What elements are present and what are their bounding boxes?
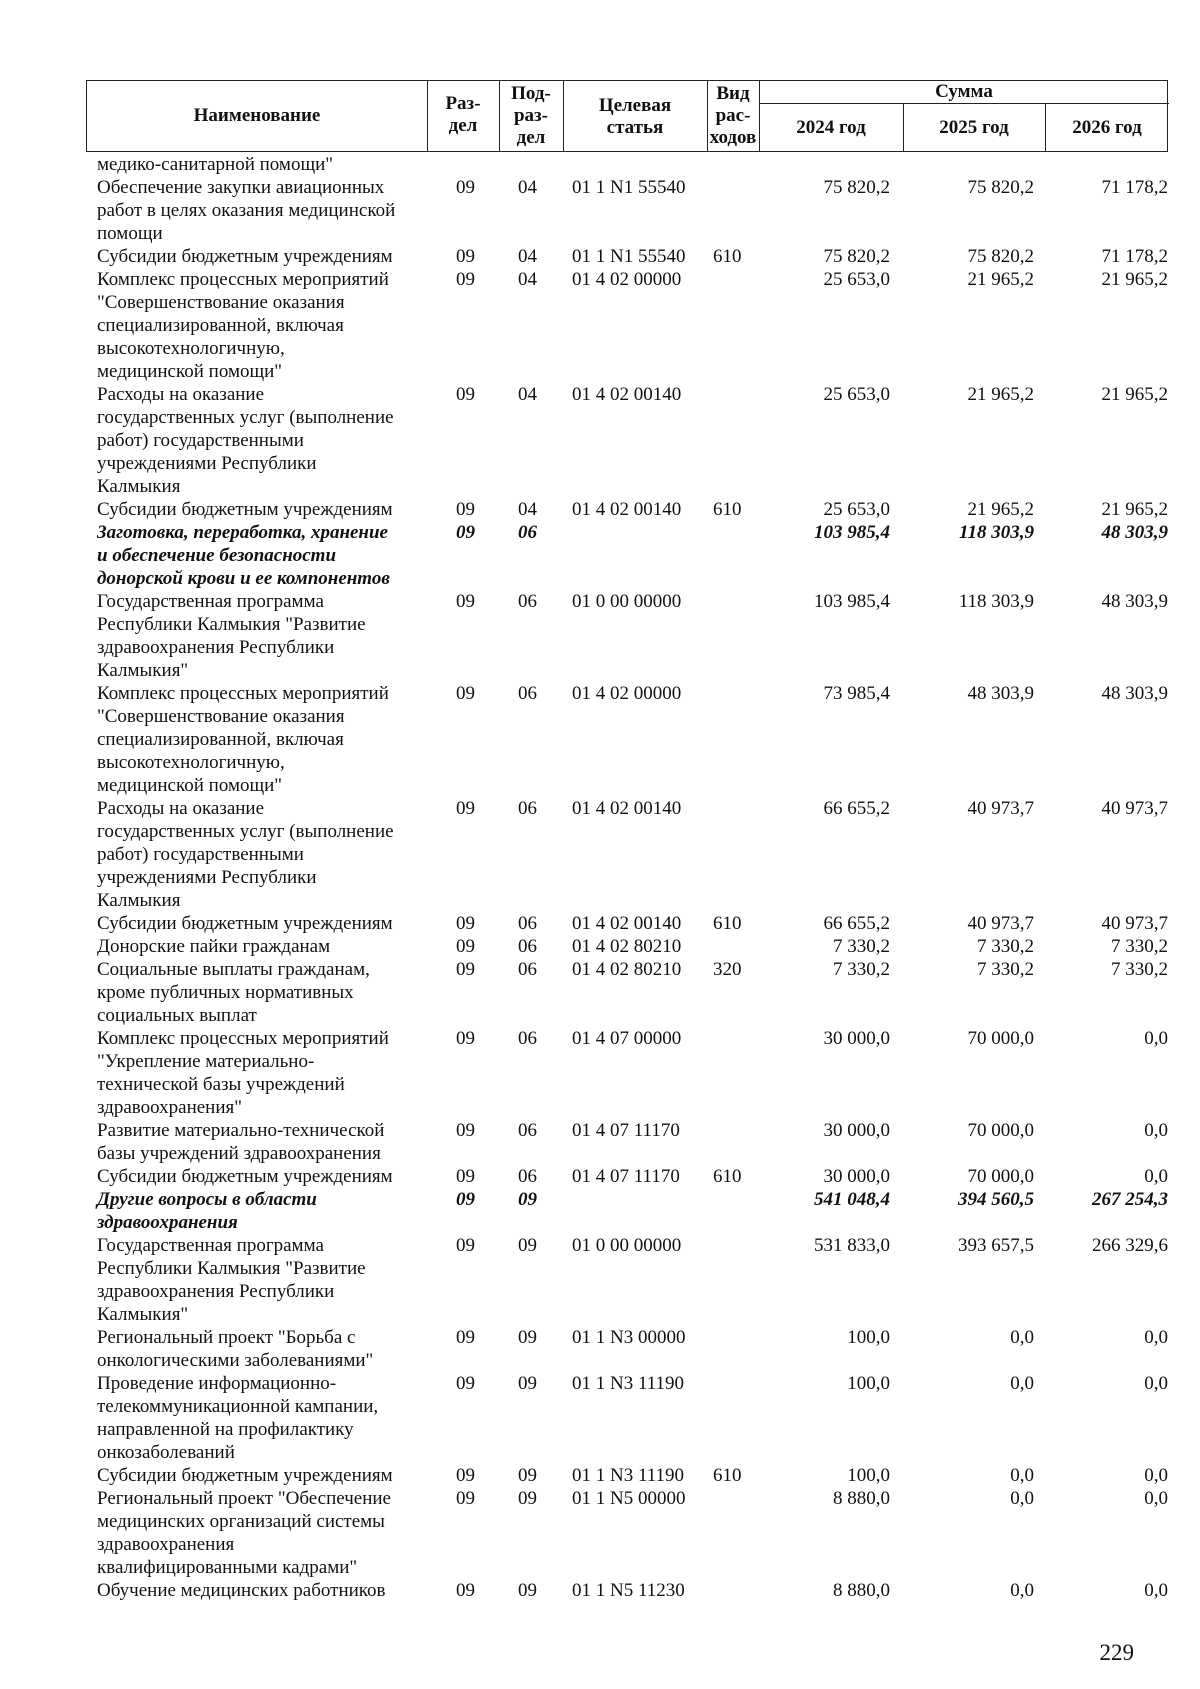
row-sum-2026: 0,0 [1144,1465,1168,1486]
table-row [0,1326,1200,1372]
row-sum-2024: 75 820,2 [823,177,890,198]
row-razdel: 09 [456,1488,475,1509]
row-razdel: 09 [456,936,475,957]
row-name-line: "Совершенствование оказания [97,292,345,313]
row-name [97,1326,427,1372]
table-row [0,1234,1200,1326]
row-name-line: направленной на профилактику [97,1419,354,1440]
row-sum-2024: 73 985,4 [823,683,890,704]
table-row [0,268,1200,383]
header-2025: 2025 год [939,117,1009,138]
row-target-article: 01 4 02 00140 [572,798,682,819]
row-razdel: 09 [456,798,475,819]
row-name-line: квалифицированными кадрами" [97,1557,358,1578]
header-podrazdel-line1: Под- [511,83,551,104]
header-target [563,95,707,139]
row-expense-type: 610 [713,913,742,934]
row-name-line: Региональный проект "Борьба с [97,1327,356,1348]
row-sum-2024: 7 330,2 [833,936,890,957]
header-podrazdel [499,83,563,149]
row-name [97,1372,427,1464]
row-sum-2025: 394 560,5 [958,1189,1034,1210]
header-vid-line3: ходов [709,127,757,148]
header-podrazdel-line3: дел [516,127,546,148]
row-sum-2026: 0,0 [1144,1327,1168,1348]
row-sum-2026: 71 178,2 [1101,177,1168,198]
table-row [0,176,1200,245]
row-name-line: и обеспечение безопасности [97,545,337,566]
row-target-article: 01 1 N3 11190 [572,1465,685,1486]
row-podrazdel: 04 [518,246,537,267]
row-razdel: 09 [456,1235,475,1256]
row-name-line: Проведение информационно- [97,1373,337,1394]
row-razdel: 09 [456,959,475,980]
row-name [97,1464,427,1487]
row-target-article: 01 4 07 00000 [572,1028,682,1049]
row-sum-2026: 40 973,7 [1101,913,1168,934]
row-name-line: Заготовка, переработка, хранение [97,522,388,543]
row-name [97,1188,427,1234]
row-sum-2025: 0,0 [1010,1373,1034,1394]
row-name-line: специализированной, включая [97,729,344,750]
row-razdel: 09 [456,1028,475,1049]
row-razdel: 09 [456,246,475,267]
row-name [97,1487,427,1579]
row-razdel: 09 [456,1580,475,1601]
row-sum-2026: 48 303,9 [1101,591,1168,612]
row-sum-2024: 8 880,0 [833,1580,890,1601]
row-expense-type: 610 [713,499,742,520]
row-target-article: 01 0 00 00000 [572,591,682,612]
row-podrazdel: 06 [518,913,537,934]
row-razdel: 09 [456,522,475,543]
row-name [97,1119,427,1165]
row-target-article: 01 4 02 80210 [572,936,682,957]
row-name-line: работ) государственными [97,844,304,865]
row-sum-2024: 541 048,4 [814,1189,890,1210]
row-sum-2024: 8 880,0 [833,1488,890,1509]
row-target-article: 01 1 N1 55540 [572,246,686,267]
row-razdel: 09 [456,1189,475,1210]
row-sum-2024: 66 655,2 [823,913,890,934]
row-sum-2025: 7 330,2 [977,936,1034,957]
row-sum-2026: 71 178,2 [1101,246,1168,267]
row-name-line: Комплекс процессных мероприятий [97,269,389,290]
row-name-line: телекоммуникационной кампании, [97,1396,379,1417]
row-sum-2026: 0,0 [1144,1580,1168,1601]
row-name-line: здравоохранения" [97,1097,242,1118]
row-name [97,245,427,268]
row-name [97,797,427,912]
row-name-line: Субсидии бюджетным учреждениям [97,499,393,520]
row-sum-2025: 118 303,9 [959,522,1034,543]
table-row [0,383,1200,498]
row-name-line: государственных услуг (выполнение [97,407,394,428]
row-name [97,912,427,935]
row-name-line: учреждениями Республики [97,453,317,474]
row-razdel: 09 [456,1327,475,1348]
header-razdel [427,93,499,137]
row-razdel: 09 [456,913,475,934]
row-name-line: Субсидии бюджетным учреждениям [97,913,393,934]
table-row [0,521,1200,590]
row-razdel: 09 [456,384,475,405]
row-name [97,176,427,245]
row-name [97,268,427,383]
row-name-line: донорской крови и ее компонентов [97,568,390,589]
row-sum-2026: 7 330,2 [1111,936,1168,957]
row-sum-2026: 21 965,2 [1101,499,1168,520]
table-row [0,935,1200,958]
row-expense-type: 320 [713,959,742,980]
table-row [0,245,1200,268]
table-row [0,590,1200,682]
row-podrazdel: 06 [518,798,537,819]
row-expense-type: 610 [713,246,742,267]
row-name [97,383,427,498]
row-name-line: Расходы на оказание [97,384,265,405]
row-target-article: 01 1 N5 11230 [572,1580,685,1601]
row-name-line: Региональный проект "Обеспечение [97,1488,391,1509]
row-name-line: кроме публичных нормативных [97,982,354,1003]
row-podrazdel: 09 [518,1465,537,1486]
row-podrazdel: 09 [518,1189,537,1210]
row-name-line: Республики Калмыкия "Развитие [97,1258,366,1279]
table-row [0,1165,1200,1188]
header-vid-line2: рас- [715,105,751,126]
row-razdel: 09 [456,1166,475,1187]
row-sum-2024: 7 330,2 [833,959,890,980]
row-sum-2025: 75 820,2 [967,246,1034,267]
row-name-line: Калмыкия [97,890,181,911]
row-razdel: 09 [456,499,475,520]
row-name [97,958,427,1027]
row-name-line: помощи [97,223,163,244]
row-name-line: государственных услуг (выполнение [97,821,394,842]
row-sum-2025: 7 330,2 [977,959,1034,980]
row-target-article: 01 4 07 11170 [572,1120,680,1141]
row-sum-2024: 75 820,2 [823,246,890,267]
row-target-article: 01 4 02 00000 [572,269,682,290]
row-name-line: медицинской помощи" [97,775,283,796]
row-name-line: Субсидии бюджетным учреждениям [97,1166,393,1187]
row-name-line: медицинских организаций системы [97,1511,385,1532]
row-sum-2026: 21 965,2 [1101,384,1168,405]
row-name-line: Комплекс процессных мероприятий [97,683,389,704]
row-name-line: Развитие материально-технической [97,1120,385,1141]
row-name [97,935,427,958]
row-name [97,498,427,521]
table-row [0,1027,1200,1119]
row-target-article: 01 1 N1 55540 [572,177,686,198]
row-sum-2025: 393 657,5 [958,1235,1034,1256]
row-target-article: 01 4 02 00140 [572,913,682,934]
row-podrazdel: 09 [518,1580,537,1601]
row-name-line: "Совершенствование оказания [97,706,345,727]
row-name [97,1027,427,1119]
row-sum-2026: 0,0 [1144,1373,1168,1394]
row-sum-2026: 0,0 [1144,1028,1168,1049]
row-name-line: работ в целях оказания медицинской [97,200,396,221]
row-name [97,590,427,682]
row-podrazdel: 09 [518,1327,537,1348]
row-podrazdel: 06 [518,522,537,543]
row-razdel: 09 [456,1465,475,1486]
page-number: 229 [1099,1640,1134,1665]
row-name-line: онкозаболеваний [97,1442,235,1463]
header-vid [707,83,759,149]
row-expense-type: 610 [713,1166,742,1187]
row-podrazdel: 06 [518,936,537,957]
row-target-article: 01 4 02 80210 [572,959,682,980]
header-target-line2: статья [606,117,664,138]
row-name-line: медицинской помощи" [97,361,283,382]
header-name: Наименование [193,105,321,126]
row-sum-2024: 100,0 [847,1465,890,1486]
row-target-article: 01 4 02 00140 [572,384,682,405]
header-summa: Сумма [935,81,993,102]
row-razdel: 09 [456,1373,475,1394]
row-name-line: Расходы на оказание [97,798,265,819]
row-sum-2024: 100,0 [847,1373,890,1394]
header-2024: 2024 год [796,117,866,138]
row-sum-2026: 0,0 [1144,1488,1168,1509]
table-header [86,80,1168,152]
row-name-line: Государственная программа [97,1235,324,1256]
row-sum-2025: 70 000,0 [967,1120,1034,1141]
table-row [0,1119,1200,1165]
row-sum-2025: 0,0 [1010,1327,1034,1348]
row-name-line: работ) государственными [97,430,304,451]
row-sum-2025: 40 973,7 [967,798,1034,819]
row-target-article: 01 1 N5 00000 [572,1488,686,1509]
table-row [0,682,1200,797]
row-target-article: 01 4 02 00000 [572,683,682,704]
table-row [0,912,1200,935]
header-2026: 2026 год [1072,117,1142,138]
row-name-line: высокотехнологичную, [97,338,285,359]
table-row [0,1487,1200,1579]
row-name-line: Государственная программа [97,591,324,612]
row-name-line: базы учреждений здравоохранения [97,1143,381,1164]
row-sum-2024: 30 000,0 [823,1166,890,1187]
row-name-line: здравоохранения Республики [97,1281,335,1302]
table-row [0,1464,1200,1487]
row-sum-2024: 30 000,0 [823,1028,890,1049]
row-sum-2025: 75 820,2 [967,177,1034,198]
row-podrazdel: 06 [518,1166,537,1187]
table-row [0,498,1200,521]
row-name [97,521,427,590]
row-name-line: здравоохранения Республики [97,637,335,658]
row-target-article: 01 1 N3 00000 [572,1327,686,1348]
row-sum-2026: 0,0 [1144,1166,1168,1187]
row-razdel: 09 [456,177,475,198]
header-podrazdel-line2: раз- [513,105,549,126]
row-sum-2026: 40 973,7 [1101,798,1168,819]
row-sum-2026: 48 303,9 [1101,683,1168,704]
row-name [97,1234,427,1326]
table-row [0,1579,1200,1602]
row-name-line: здравоохранения [97,1534,235,1555]
row-razdel: 09 [456,269,475,290]
row-name [97,153,427,176]
row-podrazdel: 04 [518,499,537,520]
row-podrazdel: 04 [518,384,537,405]
row-sum-2024: 103 985,4 [814,522,890,543]
row-name-line: Субсидии бюджетным учреждениям [97,1465,393,1486]
row-sum-2025: 21 965,2 [967,384,1034,405]
table-row [0,153,1200,176]
row-name [97,1165,427,1188]
row-sum-2025: 21 965,2 [967,269,1034,290]
row-razdel: 09 [456,591,475,612]
row-name-line: Социальные выплаты гражданам, [97,959,370,980]
table-row [0,958,1200,1027]
row-sum-2025: 118 303,9 [958,591,1034,612]
header-vid-line1: Вид [716,83,750,104]
table-row [0,797,1200,912]
row-sum-2024: 25 653,0 [823,499,890,520]
row-sum-2026: 0,0 [1144,1120,1168,1141]
row-sum-2026: 7 330,2 [1111,959,1168,980]
row-sum-2026: 266 329,6 [1092,1235,1168,1256]
row-sum-2025: 70 000,0 [967,1028,1034,1049]
row-sum-2024: 66 655,2 [823,798,890,819]
row-sum-2024: 30 000,0 [823,1120,890,1141]
row-name-line: технической базы учреждений [97,1074,345,1095]
row-name-line: Обучение медицинских работников [97,1580,386,1601]
row-podrazdel: 06 [518,591,537,612]
row-target-article: 01 4 02 00140 [572,499,682,520]
row-name-line: здравоохранения [97,1212,238,1233]
row-name-line: медико-санитарной помощи" [97,154,334,175]
row-sum-2026: 48 303,9 [1101,522,1168,543]
row-razdel: 09 [456,683,475,704]
row-sum-2024: 103 985,4 [814,591,890,612]
row-sum-2025: 0,0 [1010,1580,1034,1601]
row-sum-2025: 21 965,2 [967,499,1034,520]
row-name-line: специализированной, включая [97,315,344,336]
row-sum-2024: 100,0 [847,1327,890,1348]
row-name-line: высокотехнологичную, [97,752,285,773]
row-name-line: "Укрепление материально- [97,1051,315,1072]
row-podrazdel: 09 [518,1235,537,1256]
row-sum-2025: 0,0 [1010,1465,1034,1486]
row-sum-2025: 40 973,7 [967,913,1034,934]
row-name-line: Калмыкия" [97,1304,189,1325]
header-target-line1: Целевая [598,95,672,116]
row-name [97,1579,427,1602]
row-sum-2025: 48 303,9 [967,683,1034,704]
row-name-line: Республики Калмыкия "Развитие [97,614,366,635]
row-sum-2024: 25 653,0 [823,269,890,290]
row-name-line: онкологическими заболеваниями" [97,1350,374,1371]
row-podrazdel: 04 [518,269,537,290]
row-target-article: 01 0 00 00000 [572,1235,682,1256]
row-name-line: Комплекс процессных мероприятий [97,1028,389,1049]
row-sum-2026: 267 254,3 [1092,1189,1168,1210]
row-sum-2024: 531 833,0 [814,1235,890,1256]
row-name [97,682,427,797]
row-name-line: Калмыкия [97,476,181,497]
row-podrazdel: 06 [518,959,537,980]
row-name-line: Субсидии бюджетным учреждениям [97,246,393,267]
row-podrazdel: 04 [518,177,537,198]
row-target-article: 01 1 N3 11190 [572,1373,685,1394]
header-razdel-line2: дел [448,115,478,136]
table-row [0,1188,1200,1234]
row-podrazdel: 06 [518,1028,537,1049]
row-name-line: Калмыкия" [97,660,189,681]
row-name-line: социальных выплат [97,1005,257,1026]
row-target-article: 01 4 07 11170 [572,1166,680,1187]
row-name-line: учреждениями Республики [97,867,317,888]
row-sum-2025: 0,0 [1010,1488,1034,1509]
row-name-line: Обеспечение закупки авиационных [97,177,385,198]
row-podrazdel: 09 [518,1373,537,1394]
row-podrazdel: 06 [518,1120,537,1141]
row-razdel: 09 [456,1120,475,1141]
row-sum-2024: 25 653,0 [823,384,890,405]
header-razdel-line1: Раз- [445,93,481,114]
row-expense-type: 610 [713,1465,742,1486]
row-name-line: Донорские пайки гражданам [97,936,331,957]
row-podrazdel: 09 [518,1488,537,1509]
row-sum-2026: 21 965,2 [1101,269,1168,290]
row-podrazdel: 06 [518,683,537,704]
row-sum-2025: 70 000,0 [967,1166,1034,1187]
row-name-line: Другие вопросы в области [97,1189,317,1210]
table-row [0,1372,1200,1464]
